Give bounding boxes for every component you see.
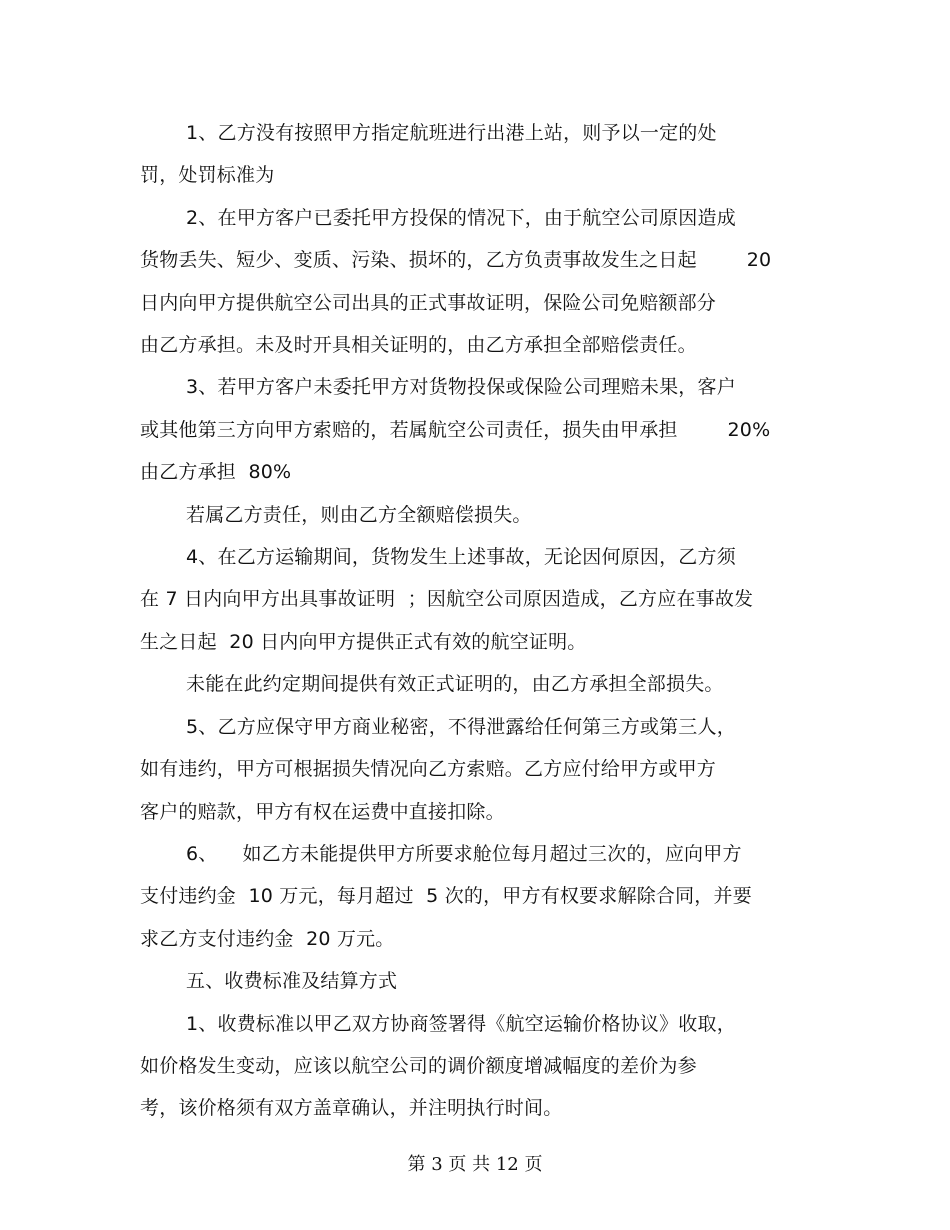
paragraph-section-5-heading: [140, 960, 830, 1002]
text-line: 1、乙方没有按照甲方指定航班进行出港上站，则予以一定的处: [186, 122, 717, 144]
text-line: 或其他第三方向甲方索赔的，若属航空公司责任，损失由甲承担 20%: [140, 418, 771, 441]
text-line: 货物丢失、短少、变质、污染、损坏的，乙方负责事故发生之日起 20: [140, 249, 772, 272]
text-line: 2、在甲方客户已委托甲方投保的情况下，由于航空公司原因造成: [186, 206, 736, 229]
text-line: 3、若甲方客户未委托甲方对货物投保或保险公司理赔未果，客户: [186, 376, 736, 399]
text-line: 客户的赔款，甲方有权在运费中直接扣除。: [140, 800, 505, 823]
page-footer: 第 3 页 共 12 页: [407, 1154, 543, 1175]
text-line: 支付违约金 10 万元，每月超过 5 次的，甲方有权要求解除合同，并要: [140, 885, 752, 908]
text-line: 5、乙方应保守甲方商业秘密，不得泄露给任何第三方或第三人，: [186, 715, 736, 738]
text-line: 1、收费标准以甲乙双方协商签署得《航空运输价格协议》收取，: [186, 1012, 736, 1035]
paragraph-clause-3: [140, 366, 830, 493]
paragraph-clause-4: [140, 536, 830, 663]
text-line: 未能在此约定期间提供有效正式证明的，由乙方承担全部损失。: [186, 673, 724, 696]
paragraph-section-5-clause-1: [140, 1003, 830, 1130]
text-line: 考，该价格须有双方盖章确认，并注明执行时间。: [140, 1097, 563, 1120]
document-body: [140, 112, 830, 1130]
paragraph-clause-2: [140, 197, 830, 367]
text-line: 罚，处罚标准为: [140, 164, 275, 187]
text-line: 如有违约，甲方可根据损失情况向乙方索赔。乙方应付给甲方或甲方: [140, 758, 717, 781]
text-line: 生之日起 20 日内向甲方提供正式有效的航空证明。: [140, 630, 587, 653]
text-line: 如价格发生变动，应该以航空公司的调价额度增减幅度的差价为参: [140, 1054, 697, 1077]
text-line: 在 7 日内向甲方出具事故证明 ；因航空公司原因造成，乙方应在事故发: [140, 588, 754, 611]
text-line: 由乙方承担。未及时开具相关证明的，由乙方承担全部赔偿责任。: [140, 334, 697, 357]
paragraph-clause-3-note: [140, 494, 830, 536]
text-line: 4、在乙方运输期间，货物发生上述事故，无论因何原因，乙方须: [186, 546, 736, 569]
text-line: 6、 如乙方未能提供甲方所要求舱位每月超过三次的，应向甲方: [186, 842, 742, 865]
text-line: 求乙方支付违约金 20 万元。: [140, 927, 395, 950]
paragraph-clause-4-note: [140, 663, 830, 705]
paragraph-clause-6: [140, 833, 830, 960]
paragraph-clause-1: [140, 112, 830, 197]
text-line: 日内向甲方提供航空公司出具的正式事故证明，保险公司免赔额部分: [140, 291, 717, 314]
text-line: 五、收费标准及结算方式: [186, 970, 398, 993]
text-line: 若属乙方责任，则由乙方全额赔偿损失。: [186, 503, 532, 526]
paragraph-clause-5: [140, 706, 830, 833]
text-line: 由乙方承担 80%: [140, 461, 292, 484]
